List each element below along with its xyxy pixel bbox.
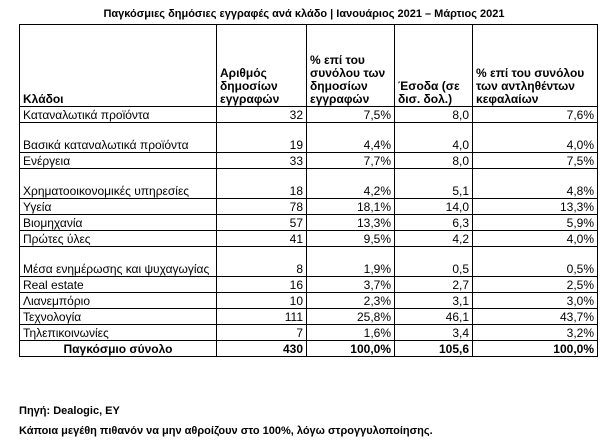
cell-count: 78 <box>217 199 307 215</box>
header-pct-capital: % επί του συνόλου των αντληθέντων κεφαλαίων <box>473 25 598 107</box>
header-count: Αριθμός δημοσίων εγγραφών <box>217 25 307 107</box>
cell-revenue: 6,3 <box>395 215 473 231</box>
cell-revenue: 8,0 <box>395 107 473 123</box>
cell-count: 18 <box>217 169 307 199</box>
table-row <box>20 215 598 231</box>
source-note: Πηγή: Dealogic, EY <box>19 405 120 417</box>
cell-revenue: 4,0 <box>395 123 473 153</box>
cell-pct-ipos: 4,2% <box>307 169 395 199</box>
cell-count: 32 <box>217 107 307 123</box>
table-row <box>20 123 598 153</box>
table-row <box>20 153 598 169</box>
table-row <box>20 277 598 293</box>
table-title: Παγκόσμιες δημόσιες εγγραφές ανά κλάδο | Ιανουάριος 2021 – Μάρτιος 2021 <box>103 8 505 20</box>
cell-pct-capital: 3,2% <box>473 325 598 341</box>
cell-pct-capital: 13,3% <box>473 199 598 215</box>
table-row <box>20 247 598 277</box>
cell-pct-ipos: 1,9% <box>307 247 395 277</box>
cell-pct-capital: 7,6% <box>473 107 598 123</box>
cell-pct-capital: 7,5% <box>473 153 598 169</box>
table-row <box>20 199 598 215</box>
cell-sector: Λιανεμπόριο <box>20 293 217 309</box>
cell-revenue: 8,0 <box>395 153 473 169</box>
table-row <box>20 169 598 199</box>
cell-revenue: 0,5 <box>395 247 473 277</box>
cell-count: 19 <box>217 123 307 153</box>
cell-pct-ipos: 25,8% <box>307 309 395 325</box>
cell-pct-capital: 4,0% <box>473 123 598 153</box>
cell-pct-capital: 0,5% <box>473 247 598 277</box>
ipo-sector-table <box>19 24 598 357</box>
cell-pct-capital: 2,5% <box>473 277 598 293</box>
cell-sector: Βιομηχανία <box>20 215 217 231</box>
header-revenue: Έσοδα (σε δισ. δολ.) <box>395 25 473 107</box>
rounding-note: Κάποια μεγέθη πιθανόν να μην αθροίζουν στο 100%, λόγω στρογγυλοποίησης. <box>19 425 433 437</box>
cell-sector: Υγεία <box>20 199 217 215</box>
cell-count: 16 <box>217 277 307 293</box>
cell-revenue: 3,4 <box>395 325 473 341</box>
cell-revenue: 14,0 <box>395 199 473 215</box>
total-row <box>20 341 598 357</box>
cell-revenue: 4,2 <box>395 231 473 247</box>
cell-count: 7 <box>217 325 307 341</box>
cell-count: 57 <box>217 215 307 231</box>
header-pct-ipos: % επί του συνόλου των δημοσίων εγγραφών <box>307 25 395 107</box>
total-cell-pct-ipos: 100,0% <box>307 341 395 357</box>
cell-revenue: 5,1 <box>395 169 473 199</box>
cell-count: 41 <box>217 231 307 247</box>
cell-sector: Βασικά καταναλωτικά προϊόντα <box>20 123 217 153</box>
cell-pct-ipos: 9,5% <box>307 231 395 247</box>
table-row <box>20 293 598 309</box>
cell-pct-capital: 4,8% <box>473 169 598 199</box>
cell-sector: Τηλεπικοινωνίες <box>20 325 217 341</box>
cell-sector: Καταναλωτικά προϊόντα <box>20 107 217 123</box>
cell-pct-ipos: 2,3% <box>307 293 395 309</box>
total-cell-revenue: 105,6 <box>395 341 473 357</box>
table-row <box>20 231 598 247</box>
cell-count: 111 <box>217 309 307 325</box>
cell-pct-capital: 4,0% <box>473 231 598 247</box>
cell-pct-capital: 3,0% <box>473 293 598 309</box>
cell-revenue: 2,7 <box>395 277 473 293</box>
table-row <box>20 325 598 341</box>
table-row <box>20 107 598 123</box>
cell-pct-ipos: 18,1% <box>307 199 395 215</box>
cell-sector: Ενέργεια <box>20 153 217 169</box>
header-sector: Κλάδοι <box>20 25 217 107</box>
cell-pct-ipos: 3,7% <box>307 277 395 293</box>
total-cell-pct-capital: 100,0% <box>473 341 598 357</box>
cell-sector: Τεχνολογία <box>20 309 217 325</box>
cell-pct-capital: 5,9% <box>473 215 598 231</box>
cell-count: 10 <box>217 293 307 309</box>
cell-sector: Real estate <box>20 277 217 293</box>
cell-pct-ipos: 7,5% <box>307 107 395 123</box>
cell-sector: Πρώτες ύλες <box>20 231 217 247</box>
total-cell-sector: Παγκόσμιο σύνολο <box>20 341 217 357</box>
cell-count: 8 <box>217 247 307 277</box>
cell-pct-ipos: 1,6% <box>307 325 395 341</box>
cell-sector: Μέσα ενημέρωσης και ψυχαγωγίας <box>20 247 217 277</box>
table-row <box>20 309 598 325</box>
table-body <box>20 107 598 357</box>
cell-pct-ipos: 7,7% <box>307 153 395 169</box>
cell-sector: Χρηματοοικονομικές υπηρεσίες <box>20 169 217 199</box>
cell-revenue: 3,1 <box>395 293 473 309</box>
total-cell-count: 430 <box>217 341 307 357</box>
cell-pct-ipos: 13,3% <box>307 215 395 231</box>
cell-pct-ipos: 4,4% <box>307 123 395 153</box>
cell-pct-capital: 43,7% <box>473 309 598 325</box>
cell-count: 33 <box>217 153 307 169</box>
cell-revenue: 46,1 <box>395 309 473 325</box>
